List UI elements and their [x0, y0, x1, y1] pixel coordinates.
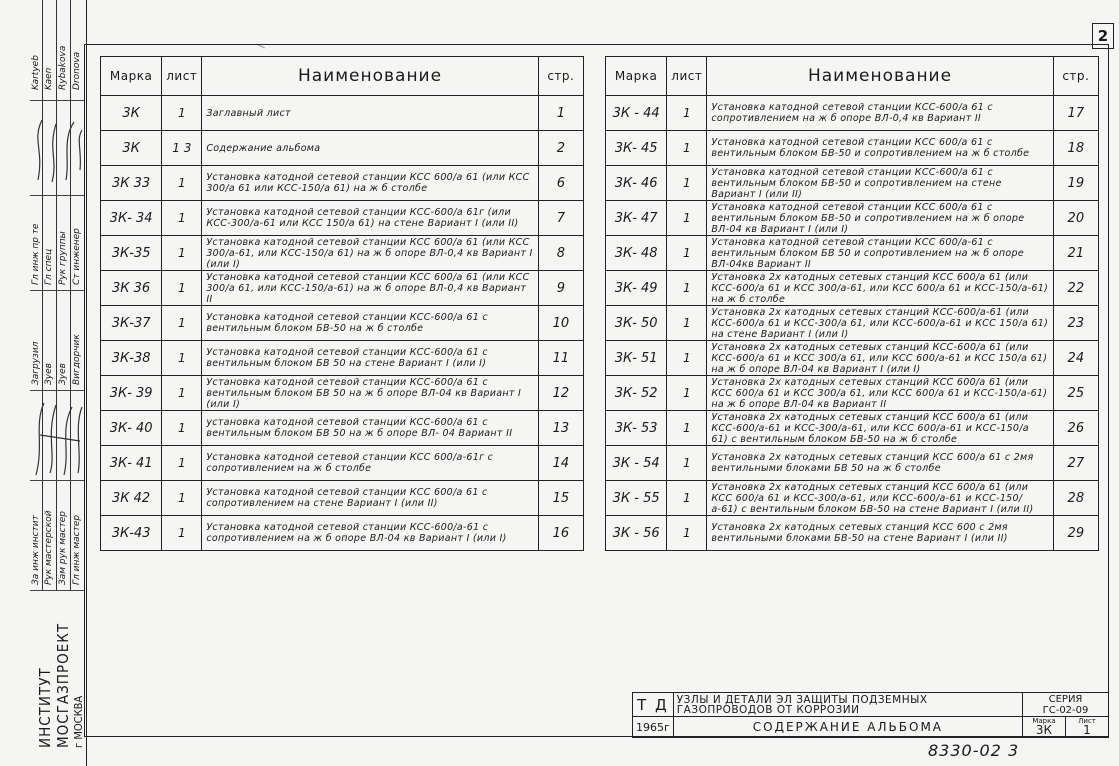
margin-divider — [42, 0, 43, 590]
signature-scribble — [30, 395, 86, 480]
row-name: Установка катодной сетевой станции КСС 600/а 61 с сопротивлением на стене Вариант I (или II) — [202, 481, 538, 516]
margin-row-line — [30, 100, 84, 101]
row-sheet: 1 — [162, 166, 202, 201]
table-row — [101, 376, 584, 411]
row-sheet: 1 — [162, 271, 202, 306]
sheet-subtitle: СОДЕРЖАНИЕ АЛЬБОМА — [673, 717, 1022, 738]
row-name: Установка катодной сетевой станции КСС-600/а 61 с вентильным блоком БВ-50 на ж б столбе — [202, 306, 538, 341]
year: 1965г — [633, 717, 674, 738]
row-sheet: 1 — [162, 376, 202, 411]
row-sheet: 1 — [667, 341, 707, 376]
row-sheet: 1 — [162, 516, 202, 551]
mark-value: 3К — [1035, 723, 1053, 737]
row-page: 2 — [538, 131, 583, 166]
column-header-mark: Марка — [606, 57, 667, 96]
row-sheet: 1 — [162, 306, 202, 341]
table-header-row — [606, 57, 1099, 96]
table-row — [101, 201, 584, 236]
drawing-code: 8330-02 3 — [928, 741, 1020, 760]
row-sheet: 1 — [162, 96, 202, 131]
row-mark: 3К - 55 — [606, 481, 667, 516]
row-name: Установка катодной сетевой станции КСС-600/а 61 с вентильным блоком БВ-50 и сопротивлением на стене Вариант I (или II) — [707, 166, 1053, 201]
row-name: Установка 2х катодных сетевых станций КСС 600/а 61 (или КСС-600/а-61 и КСС-300/а-61, или КСС 600/а-61 и КСС-150/а 61) с вентильным блоком БВ-50 на ж б столбе — [707, 411, 1053, 446]
row-name: Установка катодной сетевой станции КСС-600/а 61г (или КСС-300/а-61 или КСС 150/а 61) на стене Вариант I (или II) — [202, 201, 538, 236]
table-row — [101, 446, 584, 481]
name-label: Зуев — [58, 363, 68, 385]
row-name: Содержание альбома — [202, 131, 538, 166]
row-page: 29 — [1053, 516, 1098, 551]
row-sheet: 1 — [667, 411, 707, 446]
table-row — [101, 516, 584, 551]
row-page: 18 — [1053, 131, 1098, 166]
row-mark: 3К- 51 — [606, 341, 667, 376]
row-page: 14 — [538, 446, 583, 481]
row-name: Установка катодной сетевой станции КСС-600/а 61 с сопротивлением на ж б опоре ВЛ-0,4 кв Вариант II — [707, 96, 1053, 131]
column-header-name: Наименование — [707, 57, 1053, 96]
table-row — [606, 201, 1099, 236]
institute-city: г МОСКВА — [72, 695, 85, 748]
row-sheet: 1 — [162, 341, 202, 376]
row-mark: 3К - 44 — [606, 96, 667, 131]
column-header-page: стр. — [1053, 57, 1098, 96]
album-title-line1: УЗЛЫ И ДЕТАЛИ ЭЛ ЗАЩИТЫ ПОДЗЕМНЫХ — [676, 693, 928, 706]
table-row — [606, 516, 1099, 551]
column-header-mark: Марка — [101, 57, 162, 96]
row-mark: 3К- 49 — [606, 271, 667, 306]
row-mark: 3К- 52 — [606, 376, 667, 411]
row-mark: 3К- 34 — [101, 201, 162, 236]
margin-divider — [70, 0, 71, 590]
row-name: Установка 2х катодных сетевых станций КСС 600/а 61 с 2мя вентильными блоками БВ 50 на ж б столбе — [707, 446, 1053, 481]
table-row — [101, 341, 584, 376]
row-name: Установка катодной сетевой станции КСС-600/а 61 с вентильным блоком БВ 50 на ж б опоре ВЛ-04 кв Вариант I (или I) — [202, 376, 538, 411]
margin-row-line — [30, 480, 84, 481]
table-row — [606, 376, 1099, 411]
row-mark: 3К-35 — [101, 236, 162, 271]
row-page: 17 — [1053, 96, 1098, 131]
row-name: Установка катодной сетевой станции КСС-600/а-61 с сопротивлением на ж б опоре ВЛ-04 кв Вариант I (или I) — [202, 516, 538, 551]
contents-table-right — [605, 56, 1099, 551]
row-sheet: 1 — [667, 131, 707, 166]
row-mark: 3К-43 — [101, 516, 162, 551]
row-name: Установка катодной сетевой станции КСС 600/а 61 (или КСС 300/а 61, или КСС-150/а-61) на ж б опоре ВЛ-0,4 кв Вариант II — [202, 271, 538, 306]
row-page: 12 — [538, 376, 583, 411]
row-page: 16 — [538, 516, 583, 551]
row-sheet: 1 — [667, 96, 707, 131]
row-page: 11 — [538, 341, 583, 376]
row-mark: 3К- 46 — [606, 166, 667, 201]
row-sheet: 1 — [667, 481, 707, 516]
row-page: 28 — [1053, 481, 1098, 516]
signature-role: Kartyeb — [31, 55, 41, 90]
sheet-label: Лист — [1078, 717, 1096, 725]
row-name: Установка 2х катодных сетевых станций КСС 600 с 2мя вентильными блоками БВ-50 на стене Вариант I (или II) — [707, 516, 1053, 551]
row-page: 23 — [1053, 306, 1098, 341]
row-mark: 3К- 41 — [101, 446, 162, 481]
institute-name: ИНСТИТУТ — [36, 667, 54, 748]
row-mark: 3К- 39 — [101, 376, 162, 411]
row-mark: 3К- 40 — [101, 411, 162, 446]
margin-row-line — [30, 390, 84, 391]
row-page: 6 — [538, 166, 583, 201]
row-name: Установка катодной сетевой станции КСС 600/а 61 (или КСС 300/а 61 или КСС-150/а 61) на ж б столбе — [202, 166, 538, 201]
row-page: 1 — [538, 96, 583, 131]
role-label: Зам рук мастер — [58, 510, 68, 585]
signature-role: Dronova — [72, 51, 82, 90]
series-label: СЕРИЯ — [1048, 693, 1083, 705]
row-mark: 3К 42 — [101, 481, 162, 516]
sheet-cell — [1066, 717, 1109, 738]
row-name: Установка катодной сетевой станции КСС 600/а-61 с вентильным блоком БВ 50 и сопротивлением на ж б опоре ВЛ-04кв Вариант II — [707, 236, 1053, 271]
role-label: Рук группы — [58, 231, 68, 285]
row-name: Установка 2х катодных сетевых станций КСС-600/а-61 (или КСС-600/а 61 и КСС-300/а 61, или КСС-600/а-61 и КСС 150/а 61) на стене Вариант I (или I) — [707, 306, 1053, 341]
role-label: Рук мастерской — [44, 510, 54, 585]
row-mark: 3К- 47 — [606, 201, 667, 236]
row-name: Установка 2х катодных сетевых станций КСС-600/а 61 (или КСС-600/а 61 и КСС 300/а 61, или КСС 600/а-61 и КСС 150/а 61) на ж б опоре ВЛ-04 кв Вариант I (или I) — [707, 341, 1053, 376]
row-page: 20 — [1053, 201, 1098, 236]
signature-role: Kaen — [44, 67, 54, 90]
table-row — [101, 411, 584, 446]
row-sheet: 1 — [667, 376, 707, 411]
row-sheet: 1 — [667, 446, 707, 481]
row-sheet: 1 — [162, 201, 202, 236]
title-block — [632, 692, 1109, 738]
series-cell — [1023, 693, 1109, 717]
role-label: Гл инж мастер — [72, 514, 82, 585]
album-title-line2: ГАЗОПРОВОДОВ ОТ КОРРОЗИИ — [676, 703, 860, 716]
row-name: Установка катодной сетевой станции КСС 600/а 61 с вентильным блоком БВ-50 и сопротивлением на ж б опоре ВЛ-04 кв Вариант I (или I) — [707, 201, 1053, 236]
row-mark: 3К 36 — [101, 271, 162, 306]
margin-row-line — [30, 195, 84, 196]
row-name: Установка 2х катодных сетевых станций КСС 600/а 61 (или КСС-600/а 61 и КСС 300/а-61, или КСС 600/а 61 и КСС-150/а-61) на ж б столбе — [707, 271, 1053, 306]
table-row — [606, 411, 1099, 446]
table-row — [606, 446, 1099, 481]
row-page: 21 — [1053, 236, 1098, 271]
table-row — [606, 341, 1099, 376]
row-page: 7 — [538, 201, 583, 236]
mark-label: Марка — [1032, 717, 1056, 725]
series-value: ГС-02-09 — [1042, 704, 1089, 716]
table-row — [606, 96, 1099, 131]
row-name: Установка катодной сетевой станции КСС 600/а 61 с вентильным блоком БВ-50 и сопротивлением на ж б столбе — [707, 131, 1053, 166]
table-row — [606, 236, 1099, 271]
row-sheet: 1 — [667, 306, 707, 341]
signature-scribble — [30, 110, 86, 190]
row-page: 25 — [1053, 376, 1098, 411]
album-title — [673, 693, 1022, 717]
td-label: Т Д — [633, 693, 674, 717]
mark-cell — [1023, 717, 1066, 738]
column-header-name: Наименование — [202, 57, 538, 96]
role-label: Гл спец — [44, 248, 54, 285]
row-sheet: 1 — [162, 481, 202, 516]
role-label: За инж инстит — [31, 515, 41, 585]
table-row — [606, 131, 1099, 166]
row-mark: 3К — [101, 131, 162, 166]
row-mark: 3К- 48 — [606, 236, 667, 271]
table-row — [101, 96, 584, 131]
page-number: 2 — [1092, 23, 1114, 49]
row-name: Заглавный лист — [202, 96, 538, 131]
table-row — [606, 166, 1099, 201]
row-name: Установка 2х катодных сетевых станций КСС 600/а 61 (или КСС 600/а 61 и КСС-300/а-61, или КСС-600/а-61 и КСС-150/а-61) с вентильным блоком БВ-50 на стене Вариант I (или II) — [707, 481, 1053, 516]
table-row — [101, 306, 584, 341]
row-mark: 3К - 56 — [606, 516, 667, 551]
row-page: 22 — [1053, 271, 1098, 306]
row-sheet: 1 — [667, 166, 707, 201]
row-mark: 3К 33 — [101, 166, 162, 201]
table-row — [101, 271, 584, 306]
row-name: Установка катодной сетевой станции КСС 600/а-61г с сопротивлением на ж б столбе — [202, 446, 538, 481]
row-mark: 3К-37 — [101, 306, 162, 341]
row-page: 13 — [538, 411, 583, 446]
column-header-page: стр. — [538, 57, 583, 96]
row-mark: 3К- 45 — [606, 131, 667, 166]
row-page: 10 — [538, 306, 583, 341]
row-sheet: 1 — [667, 271, 707, 306]
row-sheet: 1 — [162, 446, 202, 481]
table-row — [101, 166, 584, 201]
table-row — [101, 481, 584, 516]
institute-org: МОСГАЗПРОЕКТ — [54, 622, 72, 748]
row-sheet: 1 — [162, 411, 202, 446]
row-name: Установка катодной сетевой станции КСС-600/а 61 с вентильным блоком БВ 50 на стене Вариант I (или I) — [202, 341, 538, 376]
row-name: установка катодной сетевой станции КСС-600/а 61 с вентильным блоком БВ 50 на ж б опоре ВЛ- 04 Вариант II — [202, 411, 538, 446]
row-mark: 3К- 53 — [606, 411, 667, 446]
margin-divider — [56, 0, 57, 590]
name-label: Загрузил — [31, 341, 41, 385]
table-header-row — [101, 57, 584, 96]
row-name: Установка катодной сетевой станции КСС 600/а 61 (или КСС 300/а-61, или КСС-150/а 61) на ж б опоре ВЛ-0,4 кв Вариант I (или I) — [202, 236, 538, 271]
signature-role: Rybakova — [58, 45, 68, 90]
row-sheet: 1 3 — [162, 131, 202, 166]
margin-row-line — [30, 590, 84, 591]
row-mark: 3К - 54 — [606, 446, 667, 481]
row-page: 24 — [1053, 341, 1098, 376]
table-row — [101, 236, 584, 271]
contents-table-left — [100, 56, 584, 551]
row-sheet: 1 — [162, 236, 202, 271]
row-sheet: 1 — [667, 236, 707, 271]
table-row — [606, 271, 1099, 306]
table-row — [606, 306, 1099, 341]
institute-stamp — [36, 623, 85, 748]
column-header-sheet: лист — [162, 57, 202, 96]
row-name: Установка 2х катодных сетевых станций КСС 600/а 61 (или КСС 600/а 61 и КСС 300/а 61, или КСС 600/а 61 и КСС-150/а-61) на ж б опоре ВЛ-04 кв Вариант II — [707, 376, 1053, 411]
row-page: 26 — [1053, 411, 1098, 446]
row-mark: 3К-38 — [101, 341, 162, 376]
row-sheet: 1 — [667, 516, 707, 551]
row-page: 9 — [538, 271, 583, 306]
sheet-value: 1 — [1083, 723, 1091, 737]
row-page: 27 — [1053, 446, 1098, 481]
table-row — [101, 131, 584, 166]
name-label: Зуев — [44, 363, 54, 385]
role-label: Гл инж пр те — [31, 223, 41, 285]
row-page: 19 — [1053, 166, 1098, 201]
row-page: 15 — [538, 481, 583, 516]
name-label: Вигдорчик — [72, 334, 82, 385]
row-mark: 3К- 50 — [606, 306, 667, 341]
row-page: 8 — [538, 236, 583, 271]
row-mark: 3К — [101, 96, 162, 131]
column-header-sheet: лист — [667, 57, 707, 96]
row-sheet: 1 — [667, 201, 707, 236]
margin-row-line — [30, 290, 84, 291]
table-row — [606, 481, 1099, 516]
role-label: Ст инженер — [72, 228, 82, 285]
